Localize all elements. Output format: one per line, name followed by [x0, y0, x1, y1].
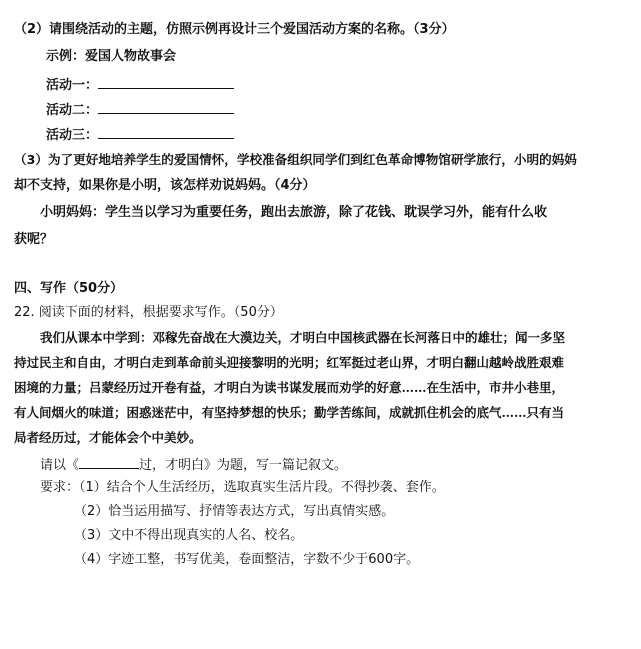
activity-two-blank	[98, 101, 234, 114]
essay-title-suffix: 过，才明白》为题，写一篇记叙文。	[139, 458, 348, 473]
material-line4: 有人间烟火的味道；困惑迷茫中，有坚持梦想的快乐；勤学苦练间，成就抓住机会的底气……只有当	[14, 405, 565, 420]
activity-three-label: 活动三：	[46, 128, 99, 143]
activity-two-row	[46, 101, 234, 119]
essay-title-instruction	[40, 456, 347, 474]
material-line1: 我们从课本中学到：邓稼先奋战在大漠边关，才明白中国核武器在长河落日中的雄壮；闻一多坚	[40, 330, 566, 345]
material-line3: 困境的力量；吕蒙经历过开卷有益，才明白为读书谋发展而劝学的好意……在生活中，市井小巷里，	[14, 380, 565, 395]
section-heading: 四、写作（50分）	[14, 281, 124, 296]
mom-quote-line1: 小明妈妈：学生当以学习为重要任务，跑出去旅游，除了花钱、耽误学习外，能有什么收	[40, 205, 548, 220]
q3-prompt-line2: 却不支持，如果你是小明，该怎样劝说妈妈。（4分）	[14, 178, 316, 193]
requirement-4: （4）字迹工整，书写优美，卷面整洁，字数不少于600字。	[74, 552, 420, 567]
q3-prompt-line1: （3）为了更好地培养学生的爱国情怀，学校准备组织同学们到红色革命博物馆研学旅行，小明的妈妈	[14, 152, 577, 167]
material-line2: 持过民主和自由，才明白走到革命前头迎接黎明的光明；红军挺过老山界，才明白翻山越岭战胜艰难	[14, 355, 565, 370]
requirement-1-row	[40, 480, 445, 496]
essay-title-prefix: 请以《	[40, 458, 80, 473]
activity-one-label: 活动一：	[46, 78, 99, 93]
activity-three-row	[46, 126, 234, 144]
requirement-2: （2）恰当运用描写、抒情等表达方式，写出真情实感。	[74, 504, 395, 519]
essay-title-blank	[79, 456, 139, 469]
mom-quote-line2: 获呢？	[14, 232, 54, 247]
q2-example: 示例：爱国人物故事会	[46, 49, 177, 64]
q22-prompt: 22. 阅读下面的材料，根据要求写作。（50分）	[14, 305, 283, 320]
q2-prompt: （2）请围绕活动的主题，仿照示例再设计三个爱国活动方案的名称。（3分）	[14, 22, 455, 37]
requirement-1: （1）结合个人生活经历，选取真实生活片段。不得抄袭、套作。	[79, 480, 445, 495]
activity-one-row	[46, 76, 234, 94]
activity-two-label: 活动二：	[46, 103, 99, 118]
requirements-label: 要求：	[40, 480, 80, 495]
activity-three-blank	[98, 126, 234, 139]
material-line5: 局者经历过，才能体会个中美妙。	[14, 430, 202, 445]
requirement-3: （3）文中不得出现真实的人名、校名。	[74, 528, 304, 543]
activity-one-blank	[98, 76, 234, 89]
